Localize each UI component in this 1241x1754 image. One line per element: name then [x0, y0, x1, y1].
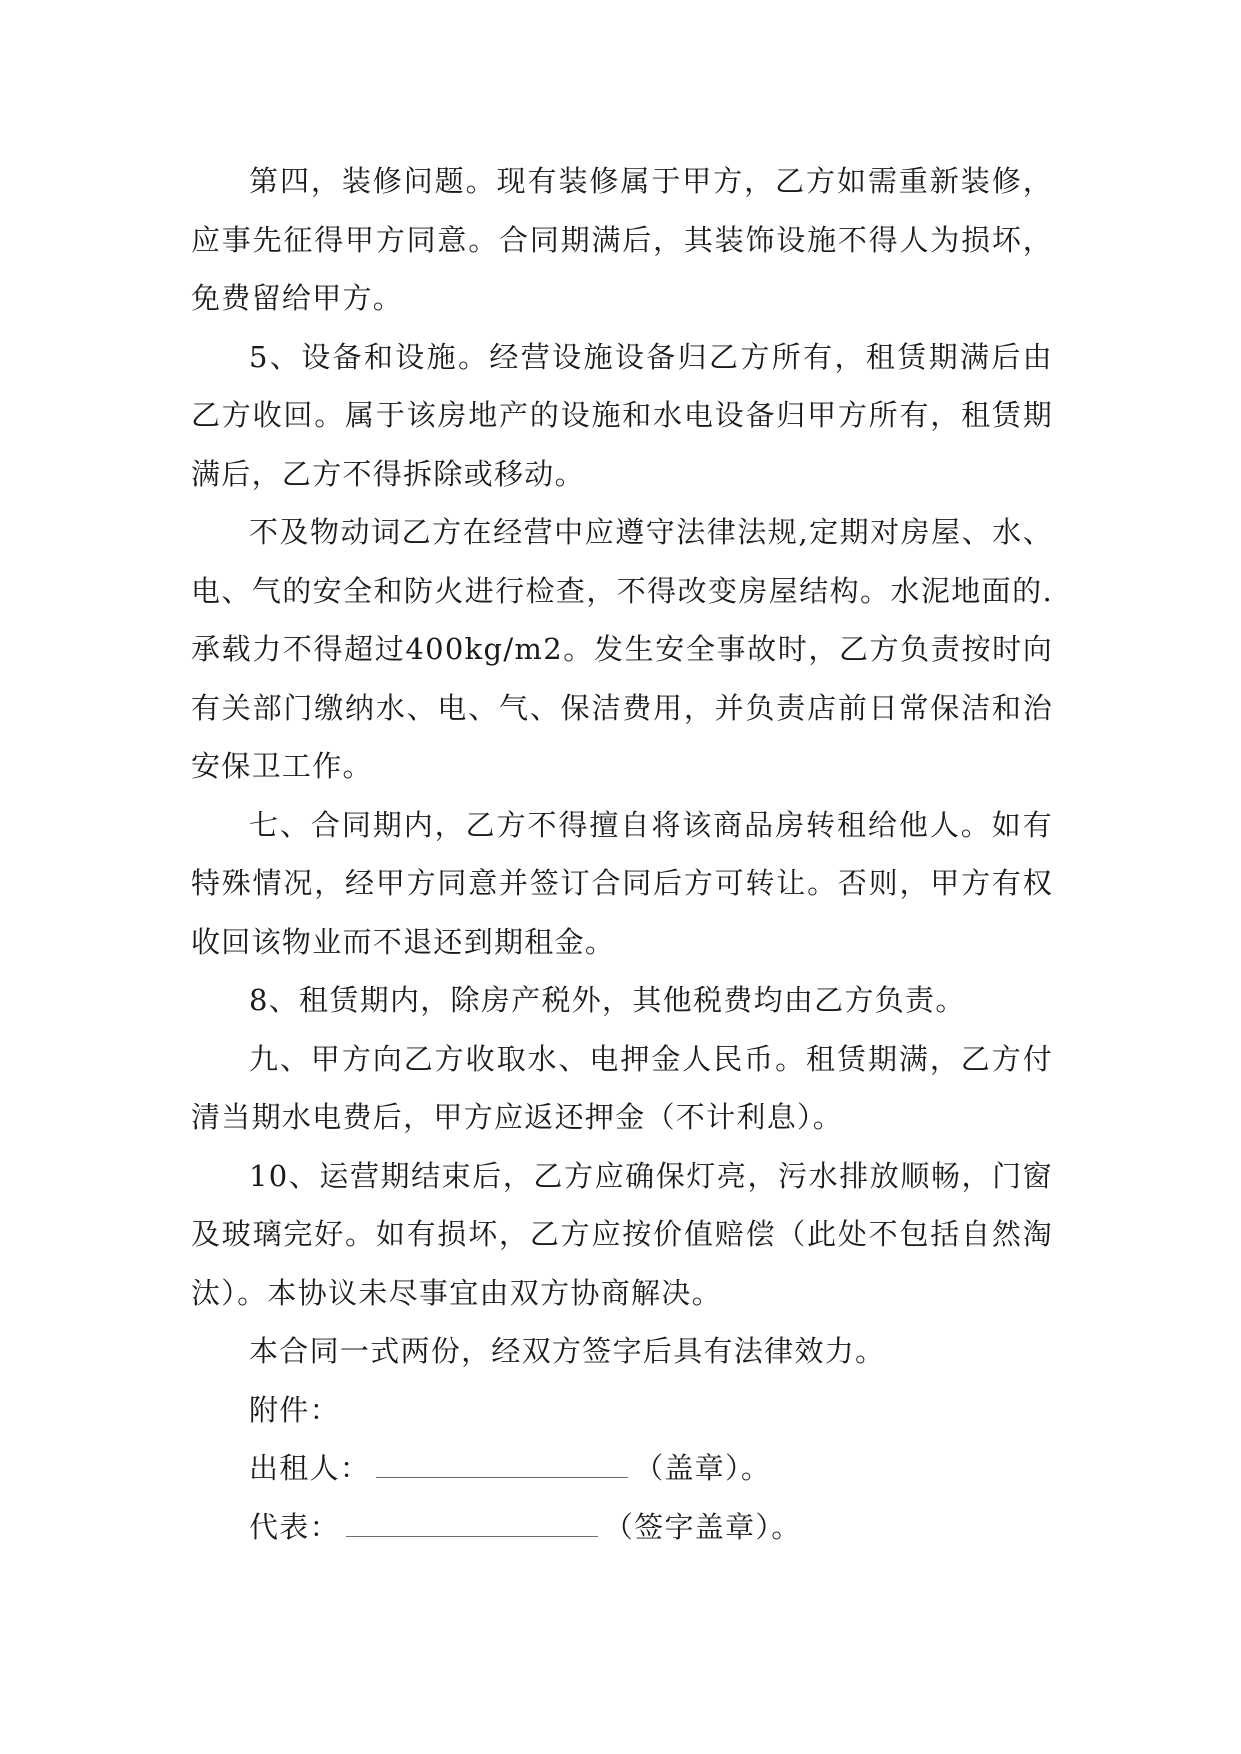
lessor-suffix: （盖章）。	[634, 1451, 772, 1485]
paragraph-renovation: 第四，装修问题。现有装修属于甲方，乙方如需重新装修，应事先征得甲方同意。合同期满后，其装饰设施不得人为损坏，免费留给甲方。	[191, 164, 1053, 315]
paragraph-copies: 本合同一式两份，经双方签字后具有法律效力。	[249, 1334, 886, 1368]
representative-signature-blank	[346, 1514, 598, 1537]
document-body	[191, 152, 1053, 1556]
paragraph-safety: 不及物动词乙方在经营中应遵守法律法规,定期对房屋、水、电、气的安全和防火进行检查，不得改变房屋结构。水泥地面的.承载力不得超过400kg/m2。发生安全事故时，乙方负责按时向有关部门缴纳水、电、气、保洁费用，并负责店前日常保洁和治安保卫工作。	[191, 515, 1053, 783]
paragraph-equipment: 5、设备和设施。经营设施设备归乙方所有，租赁期满后由乙方收回。属于该房地产的设施和水电设备归甲方所有，租赁期满后，乙方不得拆除或移动。	[191, 339, 1053, 491]
paragraph-sublease: 七、合同期内，乙方不得擅自将该商品房转租给他人。如有特殊情况，经甲方同意并签订合同后方可转让。否则，甲方有权收回该物业而不退还到期租金。	[191, 807, 1053, 959]
attachment-label: 附件：	[249, 1392, 340, 1427]
representative-signature-line	[191, 1498, 1053, 1557]
representative-suffix: （签字盖章）。	[603, 1509, 802, 1544]
paragraph-taxes: 8、租赁期内，除房产税外，其他税费均由乙方负责。	[249, 983, 966, 1017]
lessor-label: 出租人：	[249, 1451, 371, 1485]
lessor-signature-line	[191, 1439, 1053, 1498]
paragraph-deposit: 九、甲方向乙方收取水、电押金人民币。租赁期满，乙方付清当期水电费后，甲方应返还押金（不计利息）。	[191, 1041, 1053, 1134]
representative-label: 代表：	[249, 1509, 340, 1544]
paragraph-end-of-term: 10、运营期结束后，乙方应确保灯亮，污水排放顺畅，门窗及玻璃完好。如有损坏，乙方应按价值赔偿（此处不包括自然淘汰）。本协议未尽事宜由双方协商解决。	[191, 1158, 1053, 1310]
lessor-signature-blank	[376, 1455, 628, 1478]
